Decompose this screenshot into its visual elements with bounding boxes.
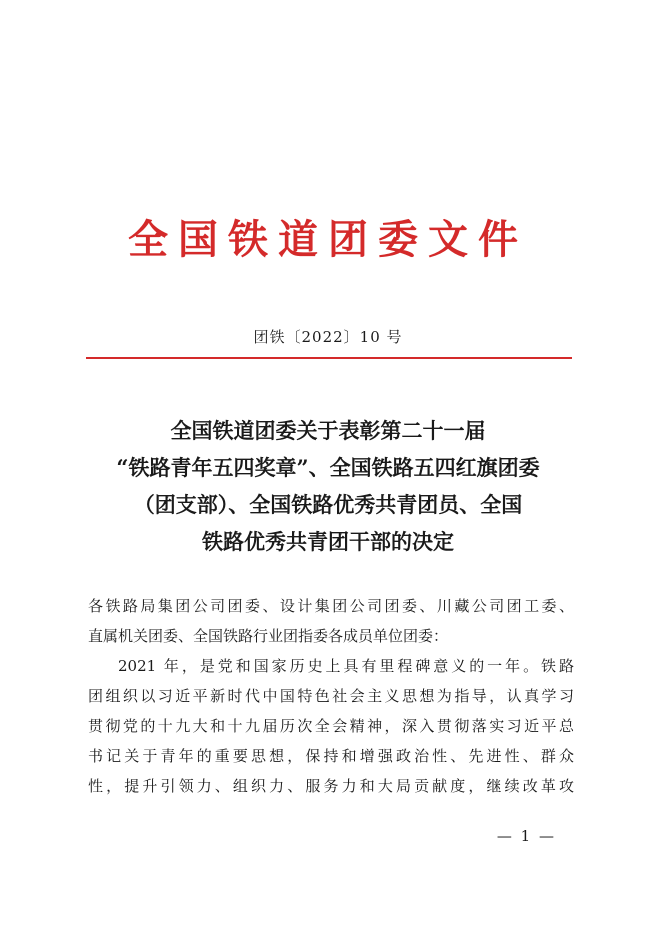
decision-title-line: （团支部）、全国铁路优秀共青团员、全国: [133, 492, 523, 517]
red-divider-line: [86, 357, 572, 359]
body-paragraph-line: 性，提升引领力、组织力、服务力和大局贡献度，继续改革攻: [88, 777, 574, 795]
document-header-title: 全国铁道团委文件: [128, 216, 528, 263]
decision-title-line: 全国铁道团委关于表彰第二十一届: [170, 418, 486, 443]
decision-title-line: 铁路优秀共青团干部的决定: [202, 529, 454, 554]
document-number: 团铁〔2022〕10 号: [253, 328, 403, 346]
body-paragraph-line: 贯彻党的十九大和十九届历次全会精神，深入贯彻落实习近平总: [88, 717, 574, 735]
document-body: [88, 591, 574, 801]
addressee-line: 各铁路局集团公司团委、设计集团公司团委、川藏公司团工委、: [88, 597, 574, 615]
decision-title: [0, 412, 656, 560]
body-paragraph-line: 2021 年，是党和国家历史上具有里程碑意义的一年。铁路: [118, 657, 574, 675]
body-paragraph-line: 团组织以习近平新时代中国特色社会主义思想为指导，认真学习: [88, 687, 574, 705]
addressee-line: 直属机关团委、全国铁路行业团指委各成员单位团委：: [88, 627, 449, 645]
decision-title-line: “铁路青年五四奖章”、全国铁路五四红旗团委: [116, 455, 540, 480]
body-paragraph-line: 书记关于青年的重要思想，保持和增强政治性、先进性、群众: [88, 747, 574, 765]
page-number: — 1 —: [496, 827, 556, 845]
